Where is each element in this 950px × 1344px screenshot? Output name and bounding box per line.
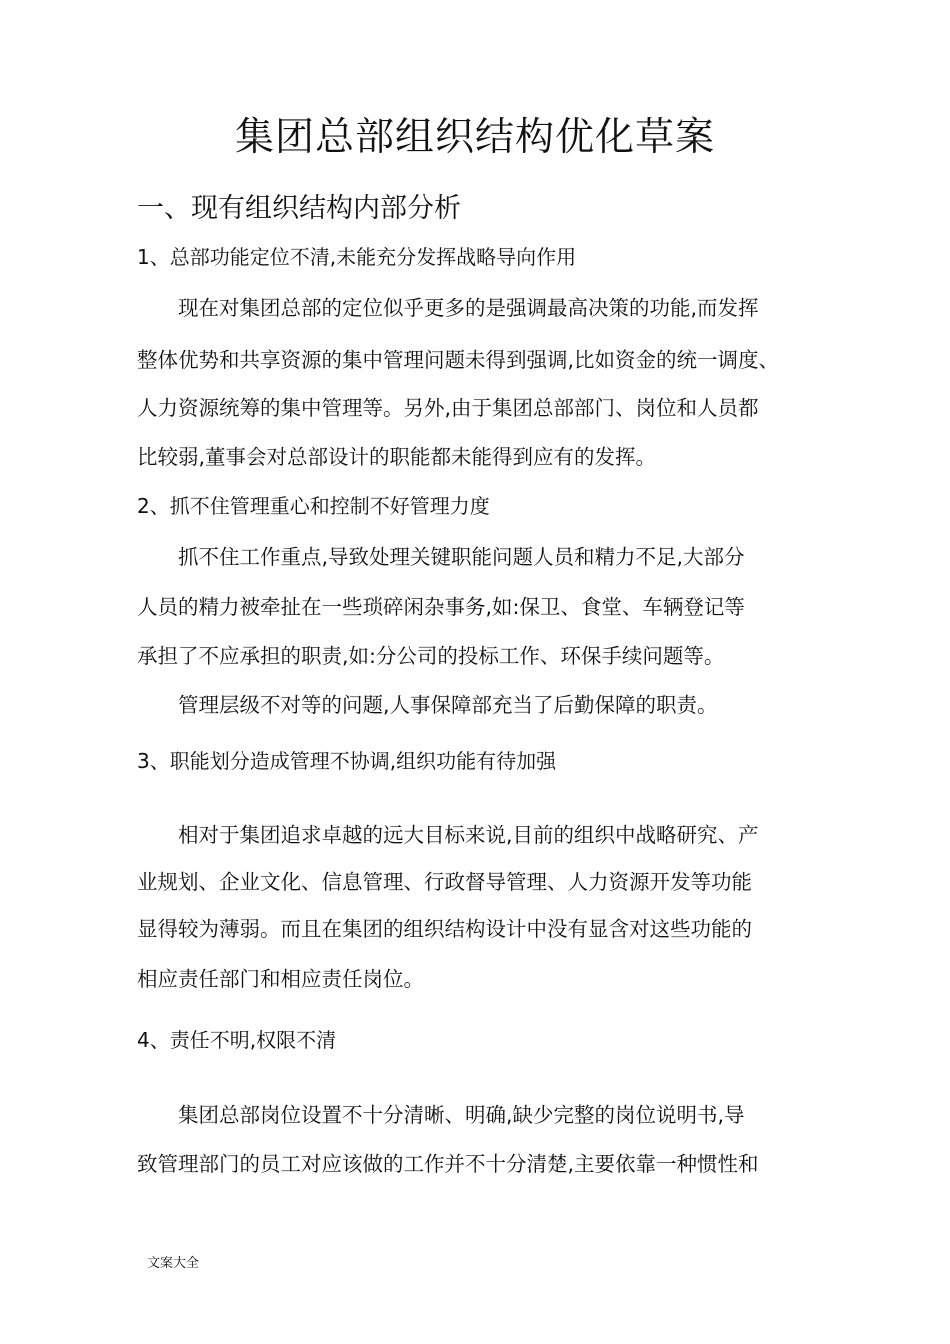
paragraph-line: 业规划、企业文化、信息管理、行政督导管理、人力资源开发等功能 <box>137 870 752 894</box>
paragraph-line: 整体优势和共享资源的集中管理问题未得到强调,比如资金的统一调度、 <box>137 348 780 372</box>
subheading: 1、总部功能定位不清,未能充分发挥战略导向作用 <box>137 245 577 269</box>
paragraph-line: 现在对集团总部的定位似乎更多的是强调最高决策的功能,而发挥 <box>137 296 759 320</box>
paragraph-line: 管理层级不对等的问题,人事保障部充当了后勤保障的职责。 <box>137 693 718 717</box>
subheading: 2、抓不住管理重心和控制不好管理力度 <box>137 494 490 518</box>
subheading: 3、职能划分造成管理不协调,组织功能有待加强 <box>137 749 557 773</box>
paragraph-line: 承担了不应承担的职责,如:分公司的投标工作、环保手续问题等。 <box>137 644 725 668</box>
document-title: 集团总部组织结构优化草案 <box>234 115 715 160</box>
paragraph-line: 致管理部门的员工对应该做的工作并不十分清楚,主要依靠一种惯性和 <box>137 1152 759 1176</box>
paragraph-line: 比较弱,董事会对总部设计的职能都未能得到应有的发挥。 <box>137 445 657 469</box>
paragraph-line: 集团总部岗位设置不十分清晰、明确,缺少完整的岗位说明书,导 <box>137 1103 745 1127</box>
subheading: 4、责任不明,权限不清 <box>137 1028 337 1052</box>
section-heading: 一、现有组织结构内部分析 <box>137 193 461 224</box>
paragraph-line: 人力资源统筹的集中管理等。另外,由于集团总部部门、岗位和人员都 <box>137 396 759 420</box>
paragraph-line: 相应责任部门和相应责任岗位。 <box>137 967 424 991</box>
paragraph-line: 抓不住工作重点,导致处理关键职能问题人员和精力不足,大部分 <box>137 545 745 569</box>
paragraph-line: 相对于集团追求卓越的远大目标来说,目前的组织中战略研究、产 <box>137 823 759 847</box>
page-footer: 文案大全 <box>147 1256 200 1271</box>
paragraph-line: 显得较为薄弱。而且在集团的组织结构设计中没有显含对这些功能的 <box>137 917 752 941</box>
paragraph-line: 人员的精力被牵扯在一些琐碎闲杂事务,如:保卫、食堂、车辆登记等 <box>137 595 745 619</box>
